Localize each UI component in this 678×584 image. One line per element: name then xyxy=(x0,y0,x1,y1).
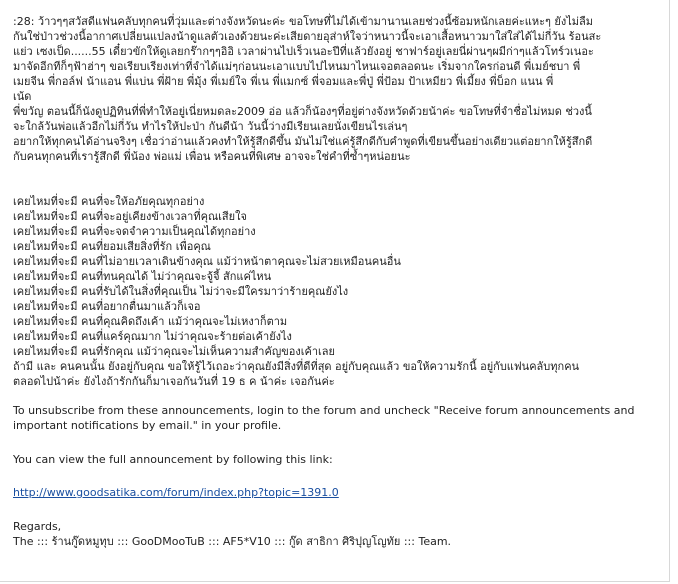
view-full-label: You can view the full announcement by following this link: xyxy=(13,453,333,466)
poem-line: เคยไหมที่จะมี คนที่ไม่อายเวลาเดินข้างคุณ แม้ว่าหน้าตาคุณจะไม่สวยเหมือนคนอื่น xyxy=(13,255,401,268)
poem-line: เคยไหมที่จะมี คนที่แคร์คุณมาก ไม่ว่าคุณจะร้ายต่อเค้ายังไง xyxy=(13,330,292,343)
poem-line: เคยไหมที่จะมี คนที่ยอมเสียสิ่งที่รัก เพื่อคุณ xyxy=(13,240,211,253)
announcement-line: :28: ว้าวๆๆสวัสดีแฟนคลับทุกคนที่วุ่มและต่างจังหวัดนะค่ะ ขอโทษที่ไม่ได้เข้ามานานเลยช่วงนี้ซ้อมหนักเลยค่ะแหะๆ ยังไม่ลืม xyxy=(13,15,593,28)
email-body xyxy=(13,14,663,549)
poem-line: ตลอดไปน้าค่ะ ยังไงถ้ารักกันก็มาเจอกันวันที่ 19 ธ ค น้าค่ะ เจอกันค่ะ xyxy=(13,375,335,388)
announcement-line: กันใช่ป่าวช่วงนี้อากาศเปลี่ยนแปลงน้าดูแลตัวเองด้วยนะค่ะเสียดายอุส่าห์ใจว่าหนาวนี้จะเอาเสื้อหนาวมาใส่ใส่ได้ไม่กี่วัน ร้อนสะ xyxy=(13,30,602,43)
signature-block xyxy=(13,519,663,549)
view-full-announcement-text xyxy=(13,452,663,467)
team-signature: The ::: ร้านกู๊ดหมูทุบ ::: GooDMooTuB ::: AF5*V10 ::: กู๊ด สาธิกา ศิริปุญโญทัย ::: Team. xyxy=(13,535,452,548)
poem-line: เคยไหมที่จะมี คนที่รักคุณ แม้ว่าคุณจะไม่เห็นความสำคัญของเค้าเลย xyxy=(13,345,335,358)
announcement-link[interactable]: http://www.goodsatika.com/forum/index.php?topic=1391.0 xyxy=(13,486,339,499)
poem-line: เคยไหมที่จะมี คนที่จะให้อภัยคุณทุกอย่าง xyxy=(13,195,205,208)
announcement-link-paragraph xyxy=(13,485,663,500)
poem-line: เคยไหมที่จะมี คนที่รับได้ในสิ่งที่คุณเป็น ไม่ว่าจะมีใครมาว่าร้ายคุณยังไง xyxy=(13,285,349,298)
poem-line: เคยไหมที่จะมี คนที่คุณคิดถึงเค้า แม้ว่าคุณจะไม่เหงาก็ตาม xyxy=(13,315,288,328)
announcement-line: เมยจีน พี่กอล์ฟ น้าแอน พี่แบ่น พี่ฝ้าย พี่มุ้ง พี่เมย์ใจ พี่เน พี่แมกซ์ พี่จอมและพี่ปู่ พี่ป้อม ป้าเหมียว พี่เมี้ยง พี่บ็อก แนน พี่ xyxy=(13,75,554,88)
announcement-line: พี่ขวัญ ตอนนี้ก็นังดูปฏิทินที่พี่ทำให้อยู่เนี่ยหมดละ2009 อ่อ แล้วก็น้องๆที่อยู่ต่างจังหวัดด้วยน้าค่ะ ขอโทษที่จำชื่อไม่หมด ช่วงนี้ xyxy=(13,105,592,118)
announcement-line: จะใกล้วันพ่อแล้วอีกไม่กี่วัน ทำไรให้ปะป่า กันดีน้า วันนี้ว่างมีเรียนเลยนั่งเขียนไรเล่นๆ xyxy=(13,120,408,133)
regards-text: Regards, xyxy=(13,520,62,533)
announcement-line: แย่ว เซงเป็ด......55 เดี๋ยวขักให้ดูเลยกร๊ากๆๆอิอิ เวลาผ่านไปเร็วเนอะปีที่แล้วยังอยู่ ชาฟาร์อยู่เลยนี่ผ่านๆผมีก่าๆแล้วโทร์วเนอะ xyxy=(13,45,594,58)
poem-line: ถ้ามี และ คนคนนั้น ยังอยู่กับคุณ ขอให้รู้ไว้เถอะว่าคุณยังมีสิ่งที่ดีที่สุด อยู่กับคุณแล้ว ขอให้ความรักนี้ อยู่กับแฟนคลับทุกคน xyxy=(13,360,580,373)
poem-line: เคยไหมที่จะมี คนที่อยากตื่นมาแล้วก็เจอ xyxy=(13,300,201,313)
announcement-paragraph xyxy=(13,14,663,164)
announcement-line: มาจัดอีกทีก็ๆฟ้าฮ่าๆ ขอเรียบเรียงเท่าที่จำได้แม่ๆก่อนนะเอาแบบไปไหนมาไหนเจอตลอดนะ เริ่มจากใครก่อนดี พี่เมย์ชบา พี่ xyxy=(13,60,581,73)
poem-paragraph xyxy=(13,194,663,389)
announcement-line: อยากให้ทุกคนได้อ่านจริงๆ เชื่อว่าอ่านแล้วคงทำให้รู้สึกดีขึ้น มันไม่ใช่แค่รู้สึกดีกับคำพูดที่เขียนขึ้นอย่างเดียวแต่อยากให้รู้สึกดี xyxy=(13,135,593,148)
poem-line: เคยไหมที่จะมี คนที่จะจดจำความเป็นคุณได้ทุกอย่าง xyxy=(13,225,256,238)
announcement-line: กับคนทุกคนที่เรารู้สึกดี พี่น้อง พ่อแม่ เพื่อน หรือคนที่พิเศษ อาจจะใช่คำที่ซ้ำๆหน่อยนะ xyxy=(13,150,411,163)
poem-line: เคยไหมที่จะมี คนที่จะอยู่เคียงข้างเวลาที่คุณเสียใจ xyxy=(13,210,247,223)
announcement-line: เน้ด xyxy=(13,90,32,103)
unsubscribe-line: To unsubscribe from these announcements, login to the forum and uncheck "Receive forum announcements and xyxy=(13,404,635,417)
poem-line: เคยไหมที่จะมี คนที่ทนคุณได้ ไม่ว่าคุณจะจู้จี้ สักแค่ไหน xyxy=(13,270,272,283)
unsubscribe-line: important notifications by email." in your profile. xyxy=(13,419,282,432)
unsubscribe-notice xyxy=(13,403,663,433)
